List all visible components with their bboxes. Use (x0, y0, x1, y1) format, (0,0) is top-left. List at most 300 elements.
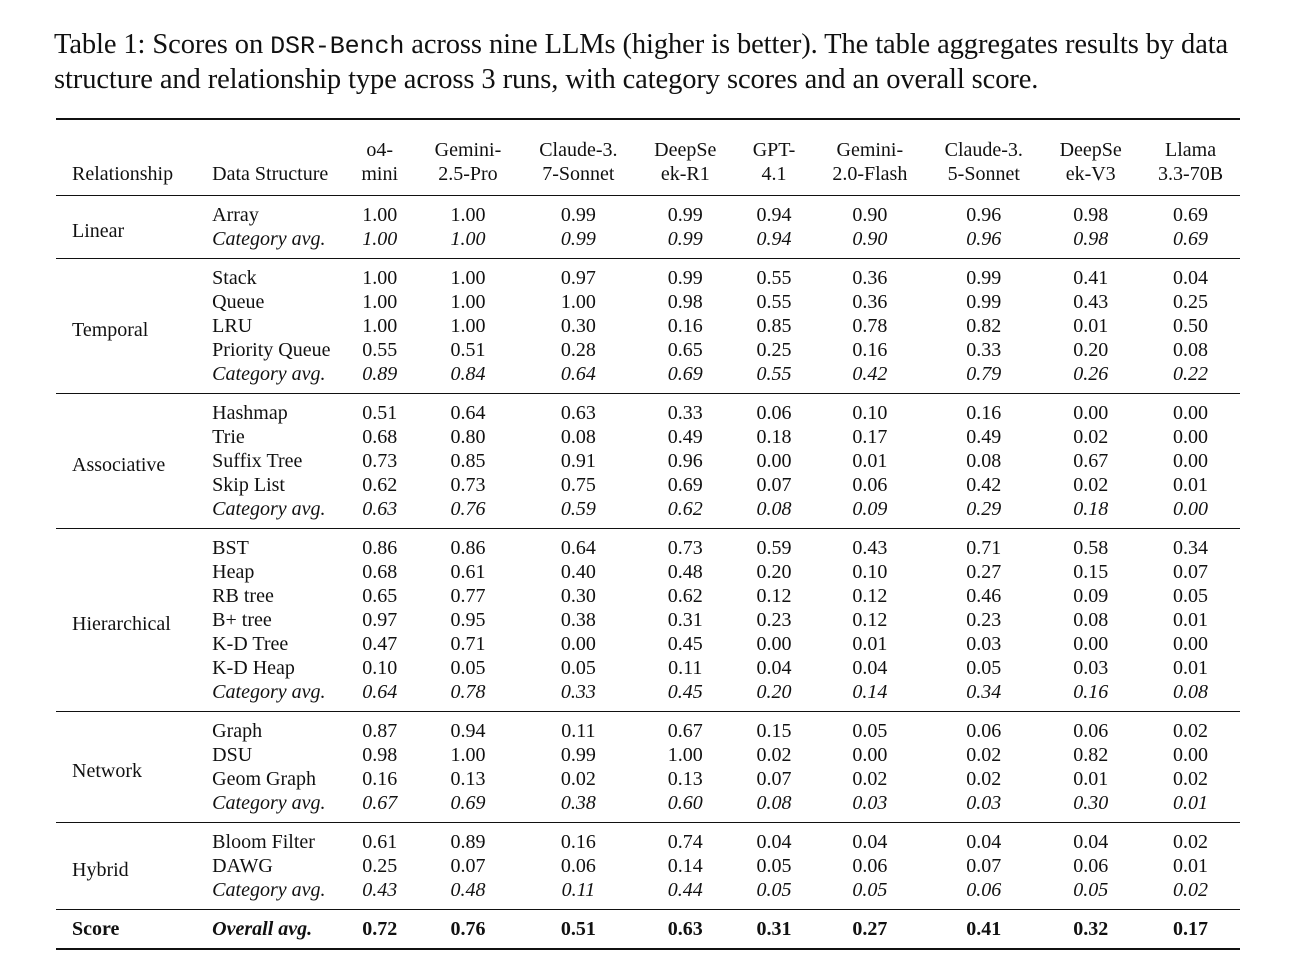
header-model: DeepSe ek-V3 (1059, 139, 1122, 185)
score-cell: 0.61 (362, 831, 398, 853)
score-cell: 0.77 (450, 585, 486, 607)
category-avg-cell: 0.45 (667, 681, 703, 703)
header-model: o4- mini (361, 139, 399, 185)
score-cell: 0.55 (756, 267, 792, 289)
score-cell: 0.16 (966, 402, 1002, 424)
score-cell: 0.71 (450, 633, 486, 655)
score-cell: 0.86 (450, 537, 486, 559)
table-row (56, 394, 1240, 426)
score-cell: 0.02 (966, 744, 1002, 766)
category-avg-cell: 0.22 (1173, 363, 1209, 385)
score-cell: 0.06 (852, 855, 888, 877)
category-avg-cell: 0.08 (756, 792, 792, 814)
data-structure-name: Skip List (212, 474, 285, 496)
table-row (56, 425, 1240, 449)
data-structure-name: Array (212, 204, 259, 226)
score-cell: 1.00 (450, 291, 486, 313)
score-cell: 0.02 (1173, 768, 1209, 790)
caption-prefix: Table 1: Scores on (54, 29, 271, 60)
score-cell: 0.94 (756, 204, 792, 226)
header-model: Gemini- 2.5-Pro (434, 139, 502, 185)
category-avg-cell: 0.99 (667, 228, 703, 250)
score-cell: 0.08 (966, 450, 1002, 472)
data-structure-name: K-D Tree (212, 633, 289, 655)
score-cell: 0.50 (1173, 315, 1209, 337)
score-cell: 0.10 (362, 657, 398, 679)
category-avg-cell: 1.00 (362, 228, 398, 250)
table-row (56, 656, 1240, 680)
overall-score-cell: 0.27 (852, 918, 888, 940)
score-cell: 0.08 (1073, 609, 1109, 631)
header-model: Claude-3. 5-Sonnet (944, 139, 1023, 185)
score-cell: 0.05 (450, 657, 486, 679)
table-row (56, 743, 1240, 767)
score-cell: 0.15 (756, 720, 792, 742)
relationship-label: Associative (72, 453, 166, 476)
category-avg-cell: 0.05 (1073, 879, 1109, 901)
category-avg-cell: 0.42 (852, 363, 888, 385)
relationship-label: Temporal (72, 318, 149, 341)
score-cell: 0.18 (756, 426, 792, 448)
score-cell: 0.62 (667, 585, 703, 607)
score-cell: 0.45 (667, 633, 703, 655)
results-table-container (56, 118, 1240, 950)
score-cell: 0.58 (1073, 537, 1109, 559)
score-cell: 0.02 (1073, 474, 1109, 496)
score-cell: 0.04 (756, 657, 792, 679)
category-avg-cell: 0.59 (560, 498, 596, 520)
table-row (56, 196, 1240, 228)
category-avg-cell: 0.44 (667, 879, 703, 901)
score-cell: 0.90 (852, 204, 888, 226)
score-cell: 0.34 (1173, 537, 1209, 559)
score-cell: 0.00 (1173, 426, 1209, 448)
data-structure-name: Bloom Filter (212, 831, 315, 853)
table-caption (54, 28, 1254, 96)
table-body (56, 196, 1240, 910)
score-cell: 0.47 (362, 633, 398, 655)
score-cell: 0.99 (667, 267, 703, 289)
score-cell: 0.85 (450, 450, 486, 472)
category-avg-cell: 0.18 (1073, 498, 1109, 520)
score-cell: 0.49 (966, 426, 1002, 448)
score-cell: 0.99 (560, 204, 596, 226)
data-structure-name: Queue (212, 291, 265, 313)
score-cell: 0.05 (852, 720, 888, 742)
category-avg-label: Category avg. (212, 792, 326, 814)
score-cell: 0.86 (362, 537, 398, 559)
data-structure-name: Graph (212, 720, 263, 742)
score-cell: 0.11 (668, 657, 703, 679)
score-cell: 0.99 (966, 267, 1002, 289)
score-cell: 0.04 (1073, 831, 1109, 853)
score-cell: 0.98 (667, 291, 703, 313)
score-cell: 0.64 (560, 537, 596, 559)
score-cell: 1.00 (362, 315, 398, 337)
table-row (56, 823, 1240, 855)
score-cell: 0.28 (560, 339, 596, 361)
overall-score-cell: 0.72 (362, 918, 398, 940)
header-relationship: Relationship (72, 163, 174, 185)
score-cell: 0.05 (1173, 585, 1209, 607)
score-cell: 0.65 (667, 339, 703, 361)
score-cell: 0.64 (450, 402, 486, 424)
score-cell: 0.95 (450, 609, 486, 631)
score-cell: 0.01 (1073, 768, 1109, 790)
score-cell: 1.00 (450, 315, 486, 337)
score-cell: 0.10 (852, 561, 888, 583)
caption-suffix: across nine LLMs (higher is better). The table aggregates results by data structure and relationship type across 3 runs, with category scores and an overall score. (54, 29, 1229, 95)
score-cell: 0.48 (667, 561, 703, 583)
score-cell: 0.63 (560, 402, 596, 424)
table-row (56, 259, 1240, 291)
category-avg-label: Category avg. (212, 879, 326, 901)
category-avg-cell: 0.33 (560, 681, 596, 703)
score-cell: 0.13 (450, 768, 486, 790)
score-cell: 0.25 (756, 339, 792, 361)
score-cell: 1.00 (667, 744, 703, 766)
score-cell: 0.82 (1073, 744, 1109, 766)
table-row (56, 584, 1240, 608)
overall-score-cell: 0.63 (667, 918, 703, 940)
score-cell: 0.36 (852, 291, 888, 313)
category-avg-cell: 0.43 (362, 879, 398, 901)
score-cell: 1.00 (362, 291, 398, 313)
score-cell: 0.61 (450, 561, 486, 583)
data-structure-name: RB tree (212, 585, 274, 607)
score-cell: 0.00 (1173, 633, 1209, 655)
score-cell: 0.91 (560, 450, 596, 472)
score-cell: 0.00 (1173, 402, 1209, 424)
score-cell: 0.99 (667, 204, 703, 226)
score-cell: 0.73 (667, 537, 703, 559)
category-avg-row (56, 497, 1240, 529)
score-cell: 0.02 (1073, 426, 1109, 448)
category-avg-cell: 0.55 (756, 363, 792, 385)
category-avg-cell: 0.69 (667, 363, 703, 385)
table-row (56, 473, 1240, 497)
score-cell: 0.01 (1173, 474, 1209, 496)
overall-score-cell: 0.41 (966, 918, 1002, 940)
score-cell: 0.07 (450, 855, 486, 877)
score-cell: 0.46 (966, 585, 1002, 607)
score-cell: 0.07 (756, 768, 792, 790)
score-cell: 0.03 (1073, 657, 1109, 679)
score-cell: 0.07 (756, 474, 792, 496)
score-cell: 0.04 (756, 831, 792, 853)
score-cell: 0.06 (756, 402, 792, 424)
score-cell: 0.80 (450, 426, 486, 448)
score-cell: 0.02 (966, 768, 1002, 790)
score-cell: 0.97 (560, 267, 596, 289)
score-cell: 0.71 (966, 537, 1002, 559)
table-row (56, 314, 1240, 338)
score-cell: 0.69 (667, 474, 703, 496)
category-avg-cell: 0.30 (1073, 792, 1109, 814)
score-cell: 0.98 (362, 744, 398, 766)
score-cell: 0.10 (852, 402, 888, 424)
category-avg-cell: 0.98 (1073, 228, 1109, 250)
score-cell: 0.16 (362, 768, 398, 790)
score-cell: 0.07 (966, 855, 1002, 877)
category-avg-cell: 0.26 (1073, 363, 1109, 385)
score-cell: 0.30 (560, 315, 596, 337)
score-cell: 1.00 (362, 204, 398, 226)
score-cell: 0.06 (1073, 855, 1109, 877)
score-cell: 0.51 (450, 339, 486, 361)
category-avg-cell: 0.76 (450, 498, 486, 520)
category-avg-cell: 0.16 (1073, 681, 1109, 703)
category-avg-cell: 0.64 (560, 363, 596, 385)
score-cell: 0.04 (966, 831, 1002, 853)
score-cell: 0.69 (1173, 204, 1209, 226)
header-model: Gemini- 2.0-Flash (832, 139, 908, 185)
table-row (56, 632, 1240, 656)
category-avg-cell: 0.03 (852, 792, 888, 814)
category-avg-cell: 0.69 (1173, 228, 1209, 250)
score-cell: 0.06 (560, 855, 596, 877)
score-cell: 0.00 (1173, 450, 1209, 472)
score-cell: 0.04 (852, 831, 888, 853)
category-avg-cell: 0.05 (756, 879, 792, 901)
category-avg-cell: 0.69 (450, 792, 486, 814)
category-avg-cell: 0.38 (560, 792, 596, 814)
score-cell: 0.99 (560, 744, 596, 766)
category-avg-cell: 0.01 (1173, 792, 1209, 814)
category-avg-label: Category avg. (212, 498, 326, 520)
score-cell: 0.01 (852, 450, 888, 472)
score-cell: 0.41 (1073, 267, 1109, 289)
category-avg-cell: 0.78 (450, 681, 486, 703)
score-cell: 0.04 (1173, 267, 1209, 289)
table-row (56, 854, 1240, 878)
score-cell: 0.12 (756, 585, 792, 607)
results-table (56, 118, 1240, 950)
score-cell: 0.30 (560, 585, 596, 607)
relationship-label: Linear (72, 219, 125, 242)
score-cell: 0.55 (756, 291, 792, 313)
category-avg-cell: 0.08 (756, 498, 792, 520)
header-model: Claude-3. 7-Sonnet (539, 139, 618, 185)
category-avg-cell: 0.20 (756, 681, 792, 703)
score-cell: 0.00 (560, 633, 596, 655)
score-cell: 0.59 (756, 537, 792, 559)
overall-score-cell: 0.17 (1173, 918, 1209, 940)
score-cell: 0.12 (852, 609, 888, 631)
score-cell: 0.74 (667, 831, 703, 853)
category-avg-cell: 0.34 (966, 681, 1002, 703)
score-cell: 0.14 (667, 855, 703, 877)
table-row (56, 290, 1240, 314)
category-avg-label: Category avg. (212, 681, 326, 703)
header-model: GPT- 4.1 (752, 139, 796, 185)
category-avg-row (56, 227, 1240, 259)
overall-score-cell: 0.76 (450, 918, 486, 940)
score-cell: 0.23 (756, 609, 792, 631)
score-cell: 0.03 (966, 633, 1002, 655)
data-structure-name: DAWG (212, 855, 273, 877)
score-cell: 0.85 (756, 315, 792, 337)
table-row (56, 560, 1240, 584)
score-cell: 0.06 (966, 720, 1002, 742)
score-cell: 0.25 (1173, 291, 1209, 313)
score-cell: 0.15 (1073, 561, 1109, 583)
score-cell: 0.49 (667, 426, 703, 448)
category-avg-cell: 0.60 (667, 792, 703, 814)
score-cell: 0.16 (852, 339, 888, 361)
score-cell: 0.67 (1073, 450, 1109, 472)
score-cell: 0.08 (560, 426, 596, 448)
category-avg-cell: 0.63 (362, 498, 398, 520)
category-avg-cell: 0.02 (1173, 879, 1209, 901)
score-cell: 0.31 (667, 609, 703, 631)
score-cell: 0.65 (362, 585, 398, 607)
score-cell: 0.01 (1173, 657, 1209, 679)
score-cell: 0.62 (362, 474, 398, 496)
data-structure-name: Heap (212, 561, 255, 583)
category-avg-cell: 0.90 (852, 228, 888, 250)
data-structure-name: LRU (212, 315, 253, 337)
data-structure-name: BST (212, 537, 249, 559)
overall-score-row (56, 910, 1240, 950)
score-cell: 0.06 (1073, 720, 1109, 742)
score-cell: 0.02 (1173, 831, 1209, 853)
data-structure-name: K-D Heap (212, 657, 295, 679)
score-cell: 0.00 (756, 633, 792, 655)
score-cell: 0.05 (560, 657, 596, 679)
score-cell: 0.09 (1073, 585, 1109, 607)
overall-score-cell: 0.32 (1073, 918, 1109, 940)
score-cell: 0.99 (966, 291, 1002, 313)
data-structure-name: Hashmap (212, 402, 288, 424)
score-cell: 0.36 (852, 267, 888, 289)
table-row (56, 529, 1240, 561)
category-avg-cell: 0.79 (966, 363, 1002, 385)
relationship-label: Hierarchical (72, 612, 171, 635)
data-structure-name: Suffix Tree (212, 450, 303, 472)
category-avg-row (56, 791, 1240, 823)
score-cell: 0.20 (1073, 339, 1109, 361)
table-row (56, 608, 1240, 632)
category-avg-row (56, 878, 1240, 910)
overall-avg-label: Overall avg. (212, 918, 313, 940)
category-avg-cell: 0.03 (966, 792, 1002, 814)
category-avg-cell: 0.05 (852, 879, 888, 901)
score-cell: 0.42 (966, 474, 1002, 496)
category-avg-cell: 0.08 (1173, 681, 1209, 703)
score-cell: 0.01 (852, 633, 888, 655)
score-cell: 0.02 (560, 768, 596, 790)
category-avg-cell: 0.94 (756, 228, 792, 250)
category-avg-cell: 0.84 (450, 363, 486, 385)
score-cell: 0.55 (362, 339, 398, 361)
score-cell: 0.01 (1173, 855, 1209, 877)
score-cell: 0.07 (1173, 561, 1209, 583)
score-cell: 0.05 (756, 855, 792, 877)
score-cell: 0.96 (966, 204, 1002, 226)
score-cell: 0.04 (852, 657, 888, 679)
score-cell: 0.89 (450, 831, 486, 853)
score-cell: 0.51 (362, 402, 398, 424)
category-avg-label: Category avg. (212, 363, 326, 385)
header-row (56, 119, 1240, 196)
score-cell: 0.00 (1073, 633, 1109, 655)
score-cell: 0.00 (1073, 402, 1109, 424)
header-data-structure: Data Structure (212, 163, 329, 185)
score-cell: 1.00 (362, 267, 398, 289)
score-cell: 0.02 (756, 744, 792, 766)
header-model: DeepSe ek-R1 (654, 139, 717, 185)
category-avg-cell: 0.96 (966, 228, 1002, 250)
table-row (56, 767, 1240, 791)
score-cell: 0.02 (852, 768, 888, 790)
score-label: Score (72, 918, 120, 940)
score-cell: 0.43 (1073, 291, 1109, 313)
score-cell: 0.43 (852, 537, 888, 559)
score-cell: 0.73 (450, 474, 486, 496)
score-cell: 0.05 (966, 657, 1002, 679)
score-cell: 0.78 (852, 315, 888, 337)
score-cell: 0.33 (966, 339, 1002, 361)
category-avg-cell: 0.62 (667, 498, 703, 520)
score-cell: 0.23 (966, 609, 1002, 631)
header-model: Llama 3.3-70B (1158, 139, 1224, 185)
table-row (56, 449, 1240, 473)
category-avg-cell: 0.29 (966, 498, 1002, 520)
category-avg-row (56, 680, 1240, 712)
data-structure-name: DSU (212, 744, 253, 766)
score-cell: 0.25 (362, 855, 398, 877)
category-avg-label: Category avg. (212, 228, 326, 250)
score-cell: 0.00 (852, 744, 888, 766)
score-cell: 0.00 (1173, 744, 1209, 766)
category-avg-row (56, 362, 1240, 394)
score-cell: 0.01 (1173, 609, 1209, 631)
relationship-label: Hybrid (72, 858, 129, 881)
score-cell: 1.00 (450, 204, 486, 226)
score-cell: 0.97 (362, 609, 398, 631)
score-cell: 0.75 (560, 474, 596, 496)
score-cell: 0.68 (362, 426, 398, 448)
table-row (56, 338, 1240, 362)
score-cell: 1.00 (450, 744, 486, 766)
score-cell: 0.17 (852, 426, 888, 448)
score-cell: 0.13 (667, 768, 703, 790)
score-cell: 0.16 (667, 315, 703, 337)
category-avg-cell: 0.14 (852, 681, 888, 703)
score-cell: 0.94 (450, 720, 486, 742)
score-cell: 0.98 (1073, 204, 1109, 226)
score-cell: 0.06 (852, 474, 888, 496)
table-row (56, 712, 1240, 744)
score-cell: 0.33 (667, 402, 703, 424)
score-cell: 0.00 (756, 450, 792, 472)
category-avg-cell: 0.09 (852, 498, 888, 520)
overall-score-cell: 0.51 (560, 918, 596, 940)
score-cell: 0.08 (1173, 339, 1209, 361)
category-avg-cell: 1.00 (450, 228, 486, 250)
score-cell: 0.40 (560, 561, 596, 583)
score-cell: 0.20 (756, 561, 792, 583)
score-cell: 0.68 (362, 561, 398, 583)
score-cell: 0.87 (362, 720, 398, 742)
data-structure-name: Trie (212, 426, 245, 448)
score-cell: 0.73 (362, 450, 398, 472)
score-cell: 0.11 (561, 720, 596, 742)
score-cell: 0.16 (560, 831, 596, 853)
data-structure-name: Geom Graph (212, 768, 317, 790)
category-avg-cell: 0.48 (450, 879, 486, 901)
